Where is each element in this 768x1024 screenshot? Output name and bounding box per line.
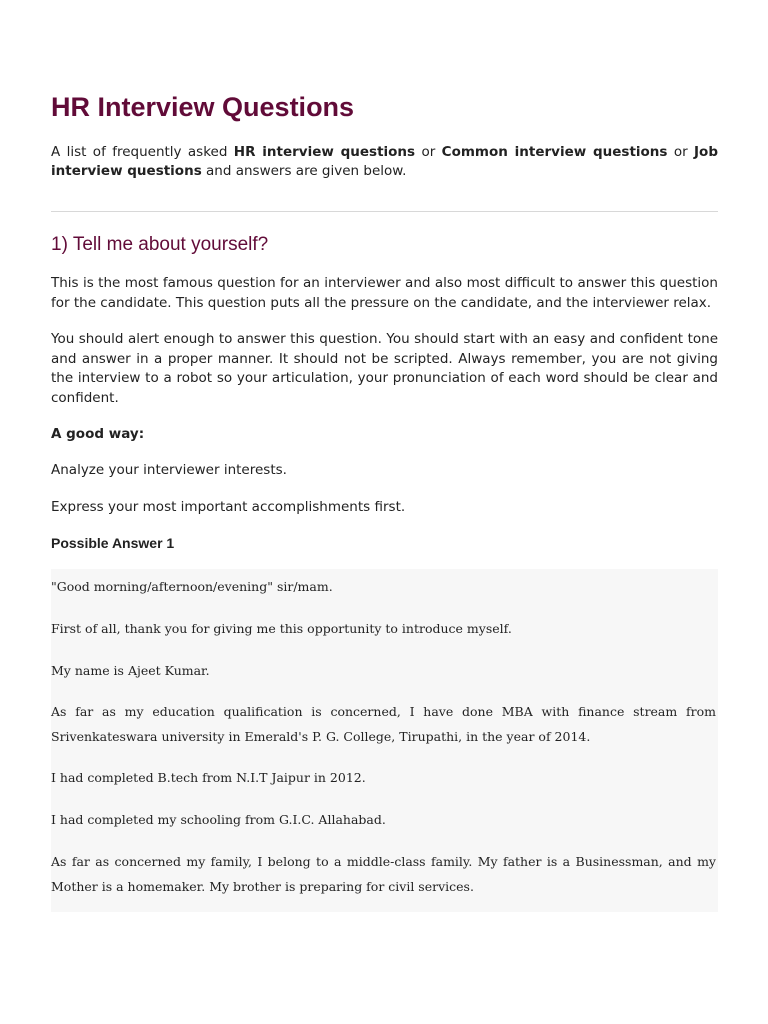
tip-analyze: Analyze your interviewer interests. bbox=[51, 462, 287, 478]
page-title: HR Interview Questions bbox=[51, 92, 355, 122]
answer-heading: Possible Answer 1 bbox=[51, 535, 175, 551]
question-heading: 1) Tell me about yourself? bbox=[51, 234, 269, 255]
answer-line-name: My name is Ajeet Kumar. bbox=[51, 663, 210, 678]
intro-keyword-job: Job interview questions bbox=[51, 144, 718, 179]
question-paragraph-2: You should alert enough to answer this question. You should start with an easy and confident tone and answer in a proper manner. It should not be scripted. Always remember, you are not giving the interview to a robot so your articulation, your pronunciation of each word should be clear and confident. bbox=[51, 331, 718, 406]
intro-text-2: or bbox=[415, 144, 442, 160]
intro-text-4: and answers are given below. bbox=[201, 163, 407, 179]
answer-line-family: As far as concerned my family, I belong to a middle-class family. My father is a Businessman, and my Mother is a homemaker. My brother is preparing for civil services. bbox=[51, 854, 716, 894]
intro-text-1: A list of frequently asked bbox=[51, 144, 234, 160]
answer-line-btech: I had completed B.tech from N.I.T Jaipur in 2012. bbox=[51, 770, 366, 785]
intro-paragraph bbox=[51, 143, 718, 181]
intro-text-3: or bbox=[667, 144, 695, 160]
intro-keyword-common: Common interview questions bbox=[441, 144, 668, 160]
intro-keyword-hr: HR interview questions bbox=[233, 144, 416, 160]
answer-box bbox=[51, 569, 718, 912]
tip-accomplishments: Express your most important accomplishments first. bbox=[51, 499, 406, 515]
answer-line-schooling: I had completed my schooling from G.I.C. Allahabad. bbox=[51, 812, 386, 827]
answer-line-greeting: "Good morning/afternoon/evening" sir/mam. bbox=[51, 579, 333, 594]
section-divider bbox=[51, 211, 718, 212]
question-paragraph-1: This is the most famous question for an interviewer and also most difficult to answer this question for the candidate. This question puts all the pressure on the candidate, and the interviewer relax. bbox=[51, 275, 718, 311]
good-way-label: A good way: bbox=[51, 426, 145, 442]
answer-line-education: As far as my education qualification is concerned, I have done MBA with finance stream from Srivenkateswara university in Emerald's P. G. College, Tirupathi, in the year of 2014. bbox=[51, 704, 716, 744]
answer-line-thanks: First of all, thank you for giving me this opportunity to introduce myself. bbox=[51, 621, 512, 636]
